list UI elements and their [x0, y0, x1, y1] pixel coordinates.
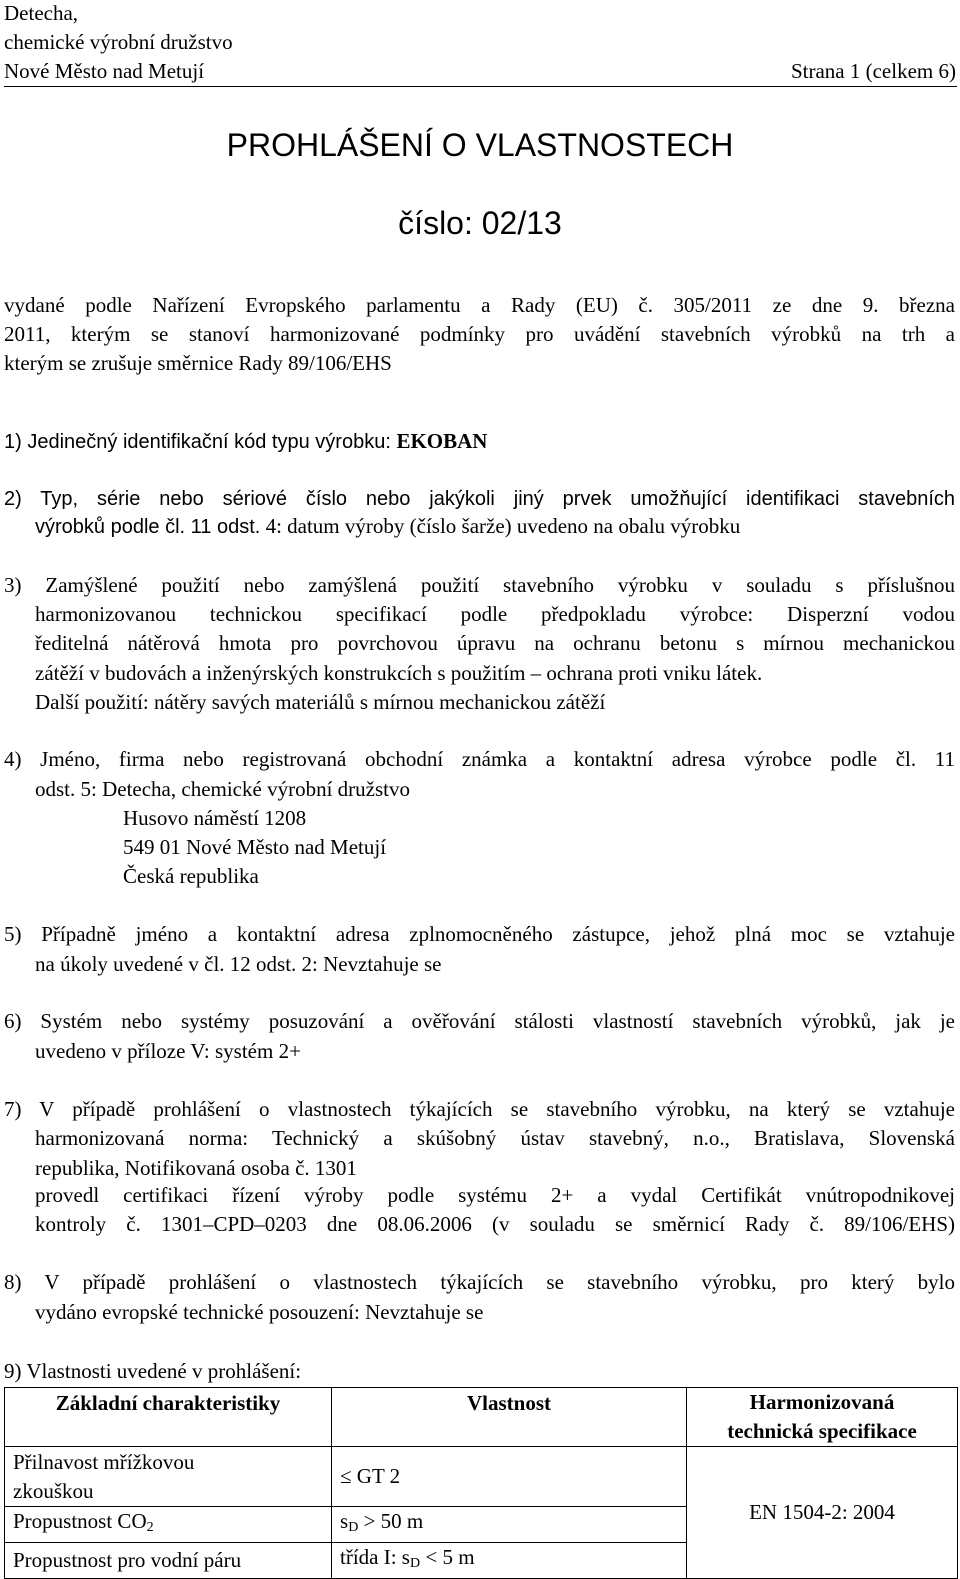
section-7-line-2: harmonizovaná norma: Technický a skúšobný ústav stavebný, n.o., Bratislava, Slovenská — [35, 1126, 955, 1150]
row-characteristic-line-1: Přilnavost mřížkovou — [13, 1449, 195, 1474]
page-title: PROHLÁŠENÍ O VLASTNOSTECH — [226, 127, 734, 163]
row-characteristic-line-2: zkouškou — [13, 1478, 94, 1503]
row-characteristic-text: Propustnost CO — [13, 1509, 147, 1533]
address-country: Česká republika — [123, 864, 259, 888]
section-3-line-1: 3) Zamýšlené použití nebo zamýšlená použití stavebního výrobku v souladu s příslušnou — [4, 573, 955, 597]
section-7-line-1: 7) V případě prohlášení o vlastnostech týkajících se stavebního výrobku, na který se vztahuje — [4, 1097, 955, 1121]
section-7-line-4: provedl certifikaci řízení výroby podle systému 2+ a vydal Certifikát vnútropodnikovej — [35, 1183, 955, 1207]
section-9-heading: 9) Vlastnosti uvedené v prohlášení: — [4, 1359, 302, 1383]
company-city: Nové Město nad Metují — [4, 59, 205, 83]
company-type: chemické výrobní družstvo — [4, 30, 233, 54]
header-property: Vlastnost — [332, 1388, 687, 1447]
section-4-line-2: odst. 5: Detecha, chemické výrobní družstvo — [35, 777, 410, 801]
page-number: Strana 1 (celkem 6) — [790, 59, 956, 83]
section-1-label: 1) Jedinečný identifikační kód typu výrobku: — [4, 431, 397, 453]
section-5-line-1: 5) Případně jméno a kontaktní adresa zplnomocněného zástupce, jehož plná moc se vztahuje — [4, 922, 955, 946]
section-7-line-5: kontroly č. 1301–CPD–0203 dne 08.06.2006 (v souladu se směrnicí Rady č. 89/106/EHS) — [35, 1212, 955, 1236]
section-3-line-2: harmonizovanou technickou specifikací podle předpokladu výrobce: Disperzní vodou — [35, 602, 955, 626]
section-3-line-5: Další použití: nátěry savých materiálů s mírnou mechanickou zátěží — [35, 690, 606, 714]
section-6-line-1: 6) Systém nebo systémy posuzování a ověřování stálosti vlastností stavebních výrobků, jak je — [4, 1009, 955, 1033]
section-2-part-a: výrobků podle čl. 11 odst. — [35, 516, 261, 538]
properties-table — [4, 1387, 958, 1579]
product-code: EKOBAN — [396, 429, 488, 453]
header-divider — [4, 86, 957, 87]
section-4-line-1: 4) Jméno, firma nebo registrovaná obchodní známka a kontaktní adresa výrobce podle čl. 11 — [4, 747, 955, 771]
intro-line-3: kterým se zrušuje směrnice Rady 89/106/EHS — [4, 351, 392, 375]
row-value: ≤ GT 2 — [332, 1447, 687, 1507]
section-6-line-2: uvedeno v příloze V: systém 2+ — [35, 1039, 301, 1063]
row-characteristic — [5, 1447, 332, 1507]
row-value — [332, 1543, 687, 1579]
table-header-row — [5, 1388, 958, 1447]
section-2-line-2 — [35, 513, 740, 540]
section-7-line-3: republika, Notifikovaná osoba č. 1301 — [35, 1156, 357, 1180]
section-8-line-2: vydáno evropské technické posouzení: Nevztahuje se — [35, 1300, 484, 1324]
address-street: Husovo náměstí 1208 — [123, 806, 307, 830]
table-row — [5, 1447, 958, 1507]
row-characteristic: Propustnost pro vodní páru — [5, 1543, 332, 1579]
row-value-rest: < 5 m — [420, 1545, 475, 1569]
address-city: 549 01 Nové Město nad Metují — [123, 835, 387, 859]
header-spec-line-2: technická specifikace — [727, 1419, 917, 1443]
section-3-line-4: zátěží v budovách a inženýrských konstrukcích s použitím – ochrana proti vniku látek. — [35, 661, 763, 685]
intro-line-1: vydané podle Nařízení Evropského parlamentu a Rady (EU) č. 305/2011 ze dne 9. března — [4, 293, 955, 317]
header-spec-line-1: Harmonizovaná — [749, 1390, 895, 1414]
company-name: Detecha, — [4, 1, 79, 25]
section-3-line-3: ředitelná nátěrová hmota pro povrchovou úpravu na ochranu betonu s mírnou mechanickou — [35, 631, 955, 655]
row-characteristic-sub: 2 — [146, 1520, 154, 1535]
section-8-line-1: 8) V případě prohlášení o vlastnostech týkajících se stavebního výrobku, pro který bylo — [4, 1270, 955, 1294]
section-2-part-b: 4: datum výroby (číslo šarže) uvedeno na obalu výrobku — [265, 514, 741, 538]
section-1 — [4, 428, 487, 455]
header-spec — [687, 1388, 958, 1447]
row-value-sub: D — [348, 1520, 359, 1535]
header-characteristics: Základní charakteristiky — [5, 1388, 332, 1447]
intro-line-2: 2011, kterým se stanoví harmonizované podmínky pro uvádění stavebních výrobků na trh a — [4, 322, 955, 346]
row-value-sub: D — [409, 1556, 421, 1571]
spec-cell: EN 1504-2: 2004 — [687, 1447, 958, 1579]
section-2-line-1: 2) Typ, série nebo sériové číslo nebo jakýkoli jiný prvek umožňující identifikaci stavebních — [4, 488, 955, 510]
row-value — [332, 1507, 687, 1543]
row-value-text: třída I: s — [340, 1545, 410, 1569]
declaration-number: číslo: 02/13 — [398, 205, 562, 241]
row-value-rest: > 50 m — [358, 1509, 424, 1533]
section-5-line-2: na úkoly uvedené v čl. 12 odst. 2: Nevztahuje se — [35, 952, 442, 976]
row-value-text: s — [340, 1509, 349, 1533]
row-characteristic — [5, 1507, 332, 1543]
